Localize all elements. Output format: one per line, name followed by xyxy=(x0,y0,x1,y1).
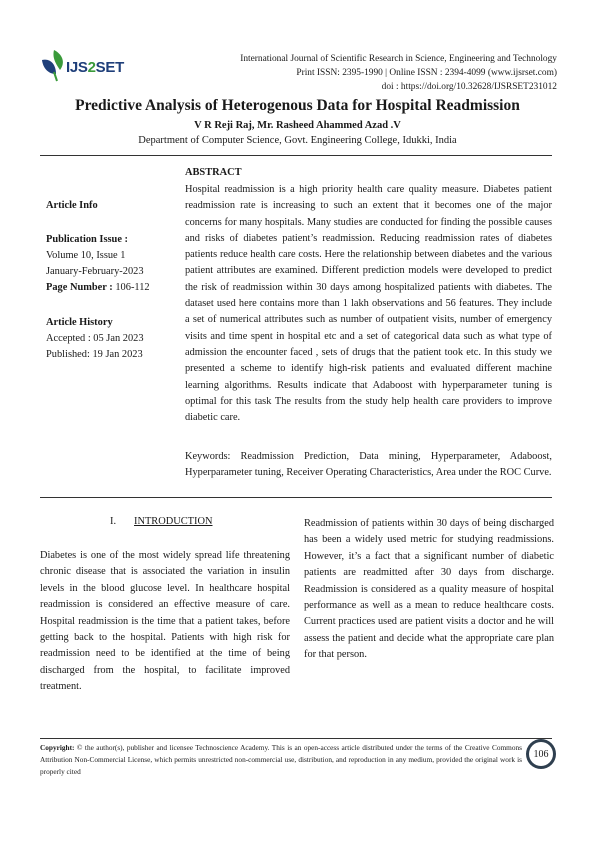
section-number: I. xyxy=(110,516,117,527)
volume-issue: Volume 10, Issue 1 xyxy=(46,250,126,261)
article-info-heading: Article Info xyxy=(46,200,98,211)
paper-title: Predictive Analysis of Heterogenous Data for Hospital Readmission xyxy=(75,97,520,114)
page-number-value: 106-112 xyxy=(112,282,150,293)
divider-bottom xyxy=(40,497,552,498)
author-affiliation: Department of Computer Science, Govt. Engineering College, Idukki, India xyxy=(138,135,457,146)
journal-name: International Journal of Scientific Research in Science, Engineering and Technology xyxy=(240,54,557,64)
copyright-symbol: © xyxy=(76,743,83,752)
journal-issn: Print ISSN: 2395-1990 | Online ISSN : 2394-4099 (www.ijsrset.com) xyxy=(296,68,557,78)
divider-top xyxy=(40,155,552,156)
logo-text: IJS2SET xyxy=(66,59,124,76)
page-number-label: Page Number : xyxy=(46,282,113,293)
intro-paragraph-right: Readmission of patients within 30 days of being discharged has been a widely used metric for studying readmissions. However, it’s a fact that a significant number of diabetic patients are readmitted after 30 days from discharge. Readmission is considered as a quality measure of hospital performance as well as a mean to reduce healthcare costs. Current practices used are patient visits a doctor and he will assess the patient and decide what the appropriate care plan for that person. xyxy=(304,518,554,661)
footer-divider xyxy=(40,738,552,739)
copyright-label: Copyright: xyxy=(40,743,75,752)
page-number-badge xyxy=(526,739,556,769)
journal-logo xyxy=(40,48,132,84)
article-history-heading: Article History xyxy=(46,317,113,328)
copyright-notice xyxy=(40,742,522,779)
published-date: Published: 19 Jan 2023 xyxy=(46,349,143,360)
keywords: Keywords: Readmission Prediction, Data mining, Hyperparameter, Adaboost, Hyperparameter tuning, Receiver Operating Characteristics, Area under the ROC Curve. xyxy=(185,451,552,479)
accepted-date: Accepted : 05 Jan 2023 xyxy=(46,333,144,344)
intro-paragraph-left: Diabetes is one of the most widely spread life threatening chronic disease that is associated the variation in insulin levels in the blood glucose level. In healthcare hospital readmission is considered an effective measure of care. Hospital readmission is the time that a patient takes, before getting back to the hospital. Patients with high risk for readmission need to be identified at the time of being discharged from the hospital, to facilitate improved treatment. xyxy=(40,550,290,693)
abstract-heading: ABSTRACT xyxy=(185,167,242,178)
journal-doi[interactable]: doi : https://doi.org/10.32628/IJSRSET231012 xyxy=(381,82,557,92)
section-heading-introduction xyxy=(110,516,213,527)
abstract-text: Hospital readmission is a high priority health care quality measure. Diabetes patient readmission rate is increasing to such an extent that it becomes one of the major concerns for many hospitals. Many studies are conducted for finding the possible causes and risks of diabetes patient’s readmission. Reducing readmission rates of diabetes patients reduce health care costs. Here the relationship between diabetes and the various patient attributes are examined. Different prediction models were developed to predict the risk of readmission within 30 days among hospitalized patients with diabetes. The dataset used here contains more than 1 lakh observations and 56 features. They include a set of numerical attributes such as number of outpatient visits, number of emergency visits and time spent in hospital etc and a set of categorical data such as what type of admission the encounter faced , sets of drugs that the patient took etc. In this study we presented a scheme to identify high-risk patients and evaluated different machine learning algorithms. Results indicate that Adaboost with hyperparameter tuning is optimal for this task The results from the study help health care providers to improve diabetic care. xyxy=(185,184,552,424)
copyright-text: the author(s), publisher and licensee Technoscience Academy. This is an open-access article distributed under the terms of the Creative Commons Attribution Non-Commercial License, which permits unrestricted non-commercial use, distribution, and reproduction in any medium, provided the original work is properly cited xyxy=(40,743,522,777)
publication-date-range: January-February-2023 xyxy=(46,266,144,277)
paper-authors: V R Reji Raj, Mr. Rasheed Ahammed Azad .V xyxy=(194,120,401,131)
section-title: INTRODUCTION xyxy=(134,516,213,527)
page-number: 106 xyxy=(529,742,553,766)
publication-issue-label: Publication Issue : xyxy=(46,234,128,245)
page-number-line xyxy=(46,280,150,296)
